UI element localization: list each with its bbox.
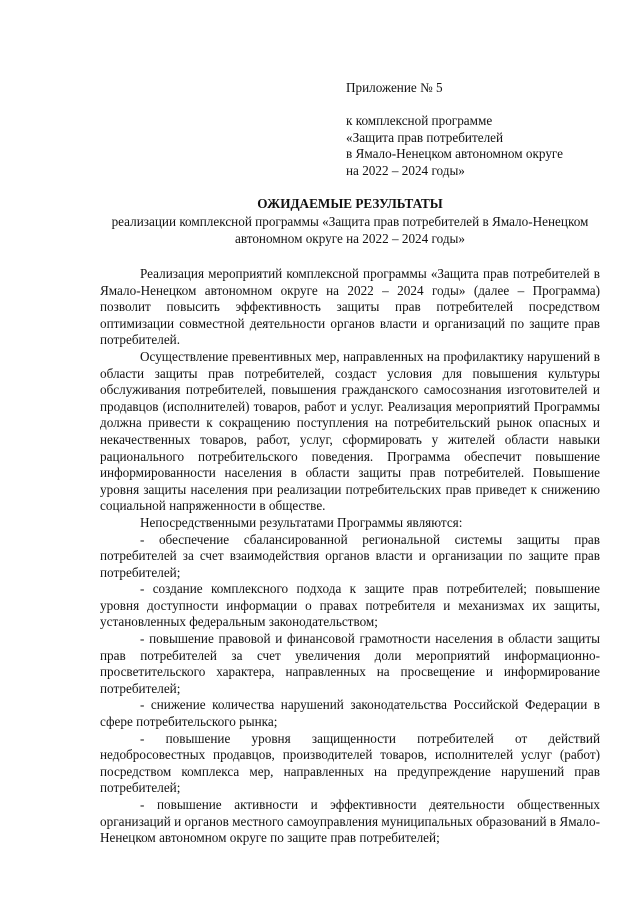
- list-item: - снижение количества нарушений законодательства Российской Федерации в сфере потребительского рынка;: [100, 697, 600, 730]
- list-item: - обеспечение сбалансированной региональной системы защиты прав потребителей за счет взаимодействия органов власти и организации по защите прав потребителей;: [100, 531, 600, 580]
- list-item: - создание комплексного подхода к защите прав потребителей; повышение уровня доступности информации о правах потребителя и механизмах их защиты, установленных федеральным законодательством;: [100, 581, 600, 630]
- document-heading: [100, 196, 600, 247]
- annex-line: в Ямало-Ненецком автономном округе: [346, 146, 563, 162]
- annex-line: к комплексной программе: [346, 113, 493, 129]
- paragraph: Осуществление превентивных мер, направленных на профилактику нарушений в области защиты прав потребителей, создаст условия для повышения культуры обслуживания потребителей, повышения гражданского самосознания изготовителей и продавцов (исполнителей) товаров, работ и услуг. Реализация мероприятий Программы должна привести к сокращению поступления на потребительский рынок опасных и некачественных товаров, работ, услуг, сформировать у жителей области навыки рационального потребительского поведения. Программа обеспечит повышение информированности населения в области защиты прав потребителей. Повышение уровня защиты населения при реализации потребительских прав приведет к снижению социальной напряженности в обществе.: [100, 348, 600, 514]
- annex-line: на 2022 – 2024 годы»: [346, 162, 465, 178]
- list-item: - повышение правовой и финансовой грамотности населения в области защиты прав потребителей за счет увеличения доли мероприятий информационно-просветительского характера, направленных на просвещение и информирование потребителей;: [100, 631, 600, 696]
- annex-block: [346, 80, 616, 179]
- annex-line: «Защита прав потребителей: [346, 129, 504, 145]
- heading-subtitle: реализации комплексной программы «Защита прав потребителей в Ямало-Ненецком автономном округе на 2022 – 2024 годы»: [111, 214, 589, 246]
- heading-title: ОЖИДАЕМЫЕ РЕЗУЛЬТАТЫ: [257, 196, 443, 211]
- list-item: - повышение активности и эффективности деятельности общественных организаций и органов местного самоуправления муниципальных образований в Ямало-Ненецком автономном округе по защите прав потребителей;: [100, 797, 600, 846]
- paragraph: Непосредственными результатами Программы являются:: [140, 514, 463, 530]
- document-body: [100, 266, 600, 847]
- list-item: - повышение уровня защищенности потребителей от действий недобросовестных продавцов, производителей товаров, исполнителей услуг (работ) посредством комплекса мер, направленных на предупреждение нарушений прав потребителей;: [100, 730, 600, 796]
- paragraph: Реализация мероприятий комплексной программы «Защита прав потребителей в Ямало-Ненецком автономном округе на 2022 – 2024 годы» (далее – Программа) позволит повысить эффективность защиты прав потребителей посредством оптимизации совместной деятельности органов власти и организаций по защите прав потребителей.: [100, 266, 600, 348]
- annex-title: Приложение № 5: [346, 80, 443, 95]
